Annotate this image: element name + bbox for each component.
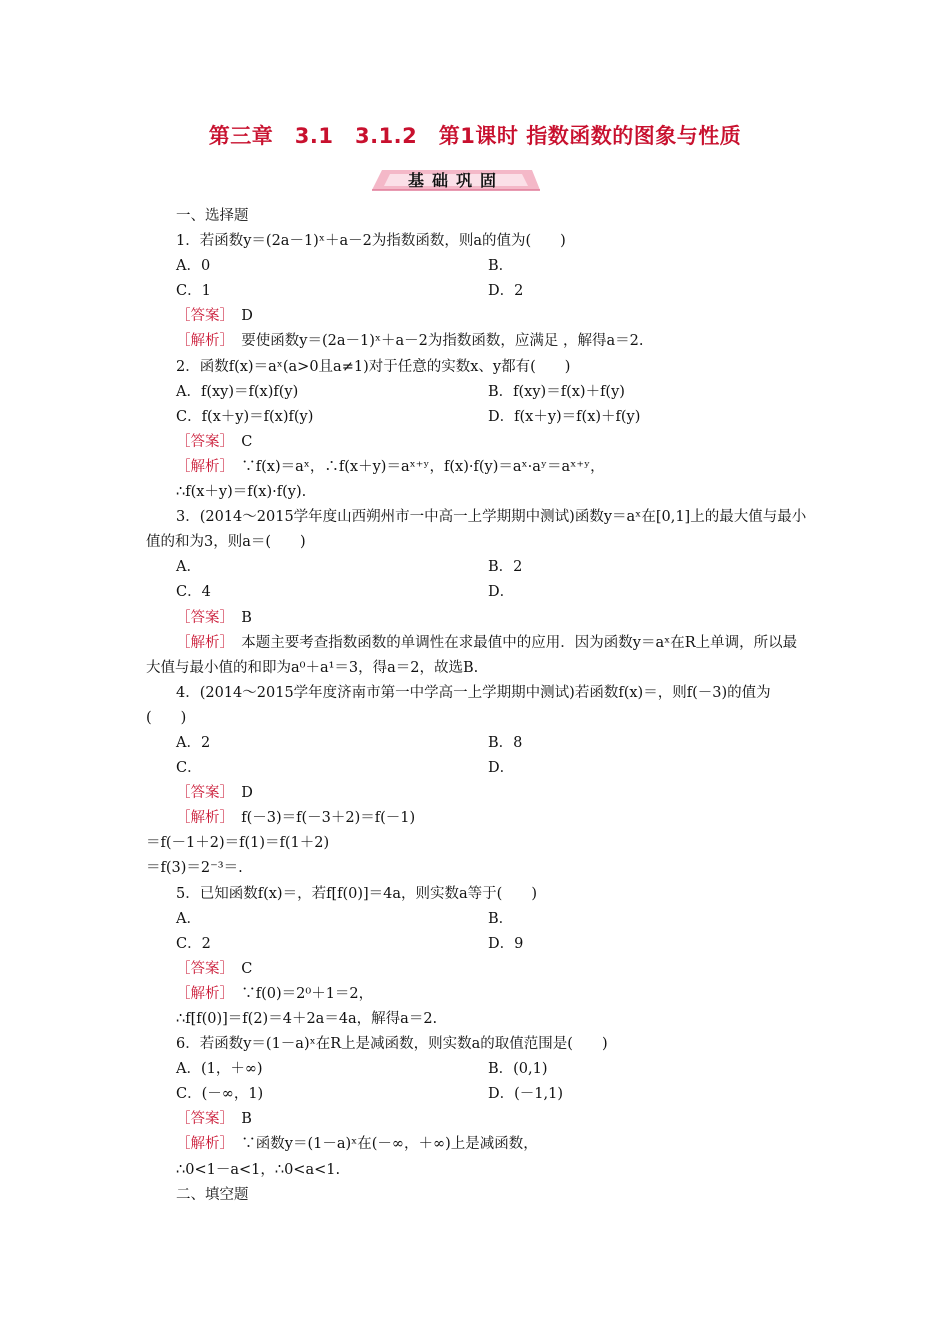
option-b: B．8 [488,734,523,751]
option-c: C．4 [176,584,211,601]
options-row [146,279,810,304]
answer-value: C [241,960,253,977]
explain-label: ［解析］ [176,634,227,651]
option-c: C．1 [176,283,211,300]
answer-line [146,430,810,455]
answer-label: ［答案］ [176,960,227,977]
explain-text: ∵函数y＝(1－a)ˣ在(－∞，＋∞)上是减函数， [241,1136,538,1153]
option-a: A． [176,559,201,576]
option-c: C．(－∞，1) [176,1086,264,1103]
explain-text: 要使函数y＝(2a－1)ˣ＋a－2为指数函数，应满足 ，解得a＝2. [241,333,644,350]
options-row [146,580,810,605]
question-stem: 5．已知函数f(x)＝，若f[f(0)]＝4a，则实数a等于( ) [176,885,537,902]
answer-label: ［答案］ [176,609,227,626]
banner-label: 基础巩固 [407,171,504,190]
option-b: B．(0,1) [488,1061,548,1078]
question-stem: 1．若函数y＝(2a－1)ˣ＋a－2为指数函数，则a的值为( ) [176,233,566,250]
explain-line [146,982,810,1007]
option-b: B．2 [488,559,523,576]
options-row [146,405,810,430]
explain-line [146,455,810,480]
option-d: D． [488,760,515,777]
option-b: B． [488,910,514,927]
answer-label: ［答案］ [176,433,227,450]
options-row [146,1057,810,1082]
question-list [146,204,810,1208]
explain-label: ［解析］ [176,1136,227,1153]
explain-continuation: ∴f(x＋y)＝f(x)·f(y). [176,484,307,501]
option-c: C． [176,760,202,777]
answer-value: B [241,1111,252,1128]
option-c: C．f(x＋y)＝f(x)f(y) [176,408,314,425]
explain-line [146,1132,810,1157]
answer-label: ［答案］ [176,785,227,802]
explain-label: ［解析］ [176,810,227,827]
option-b: B．f(xy)＝f(x)＋f(y) [488,383,625,400]
section-heading: 一、选择题 [176,208,249,224]
answer-line [146,304,810,329]
section-banner [372,166,540,194]
options-row [146,555,810,580]
option-a: A．f(xy)＝f(x)f(y) [176,383,299,400]
question-stem: 2．函数f(x)＝aˣ(a>0且a≠1)对于任意的实数x、y都有( ) [176,358,571,375]
answer-value: D [241,308,253,325]
option-a: A．(1，＋∞) [176,1061,263,1078]
explain-label: ［解析］ [176,458,227,475]
question-stem: 6．若函数y＝(1－a)ˣ在R上是减函数，则实数a的取值范围是( ) [176,1036,608,1053]
option-c: C．2 [176,935,211,952]
option-d: D．2 [488,283,524,300]
answer-line [146,781,810,806]
answer-line [146,1107,810,1132]
question-stem: 4．(2014～2015学年度济南市第一中学高一上学期期中测试)若函数f(x)＝，则f(－3)的值为( ) [146,684,771,726]
page-title: 第三章 3.1 3.1.2 第1课时 指数函数的图象与性质 [208,124,742,148]
options-row [146,254,810,279]
option-d: D．9 [488,935,524,952]
options-row [146,932,810,957]
answer-line [146,957,810,982]
options-row [146,731,810,756]
answer-value: B [241,609,252,626]
explain-continuation: ＝f(3)＝2⁻³＝. [146,860,243,877]
answer-label: ［答案］ [176,1111,227,1128]
explain-line [146,631,810,681]
explain-text: 本题主要考查指数函数的单调性在求最值中的应用．因为函数y＝aˣ在R上单调，所以最大值与最小值的和即为a⁰＋a¹＝3，得a＝2，故选B. [146,634,798,676]
option-d: D．(－1,1) [488,1086,563,1103]
answer-line [146,606,810,631]
explain-label: ［解析］ [176,985,227,1002]
options-row [146,1082,810,1107]
answer-value: D [241,785,253,802]
option-b: B． [488,258,514,275]
explain-text: ∵f(0)＝2⁰＋1＝2， [241,985,374,1002]
answer-value: C [241,433,253,450]
explain-text: ∵f(x)＝aˣ，∴f(x＋y)＝aˣ⁺ʸ，f(x)·f(y)＝aˣ·aʸ＝aˣ⁺ʸ， [241,458,605,475]
explain-line [146,329,810,354]
option-a: A． [176,910,201,927]
explain-line [146,806,810,831]
explain-continuation: ＝f(－1＋2)＝f(1)＝f(1＋2) [146,835,330,852]
explain-label: ［解析］ [176,333,227,350]
option-a: A．0 [176,258,211,275]
explain-continuation: ∴0<1－a<1，∴0<a<1. [176,1161,341,1178]
question-stem: 3．(2014～2015学年度山西朔州市一中高一上学期期中测试)函数y＝aˣ在[0,1]上的最大值与最小值的和为3，则a＝( ) [146,509,807,551]
options-row [146,756,810,781]
explain-text: f(－3)＝f(－3＋2)＝f(－1) [241,810,416,827]
options-row [146,380,810,405]
option-d: D． [488,584,515,601]
answer-label: ［答案］ [176,308,227,325]
explain-continuation: ∴f[f(0)]＝f(2)＝4＋2a＝4a，解得a＝2. [176,1011,438,1027]
options-row [146,907,810,932]
option-a: A．2 [176,734,211,751]
option-d: D．f(x＋y)＝f(x)＋f(y) [488,408,641,425]
section-heading: 二、填空题 [176,1186,249,1203]
